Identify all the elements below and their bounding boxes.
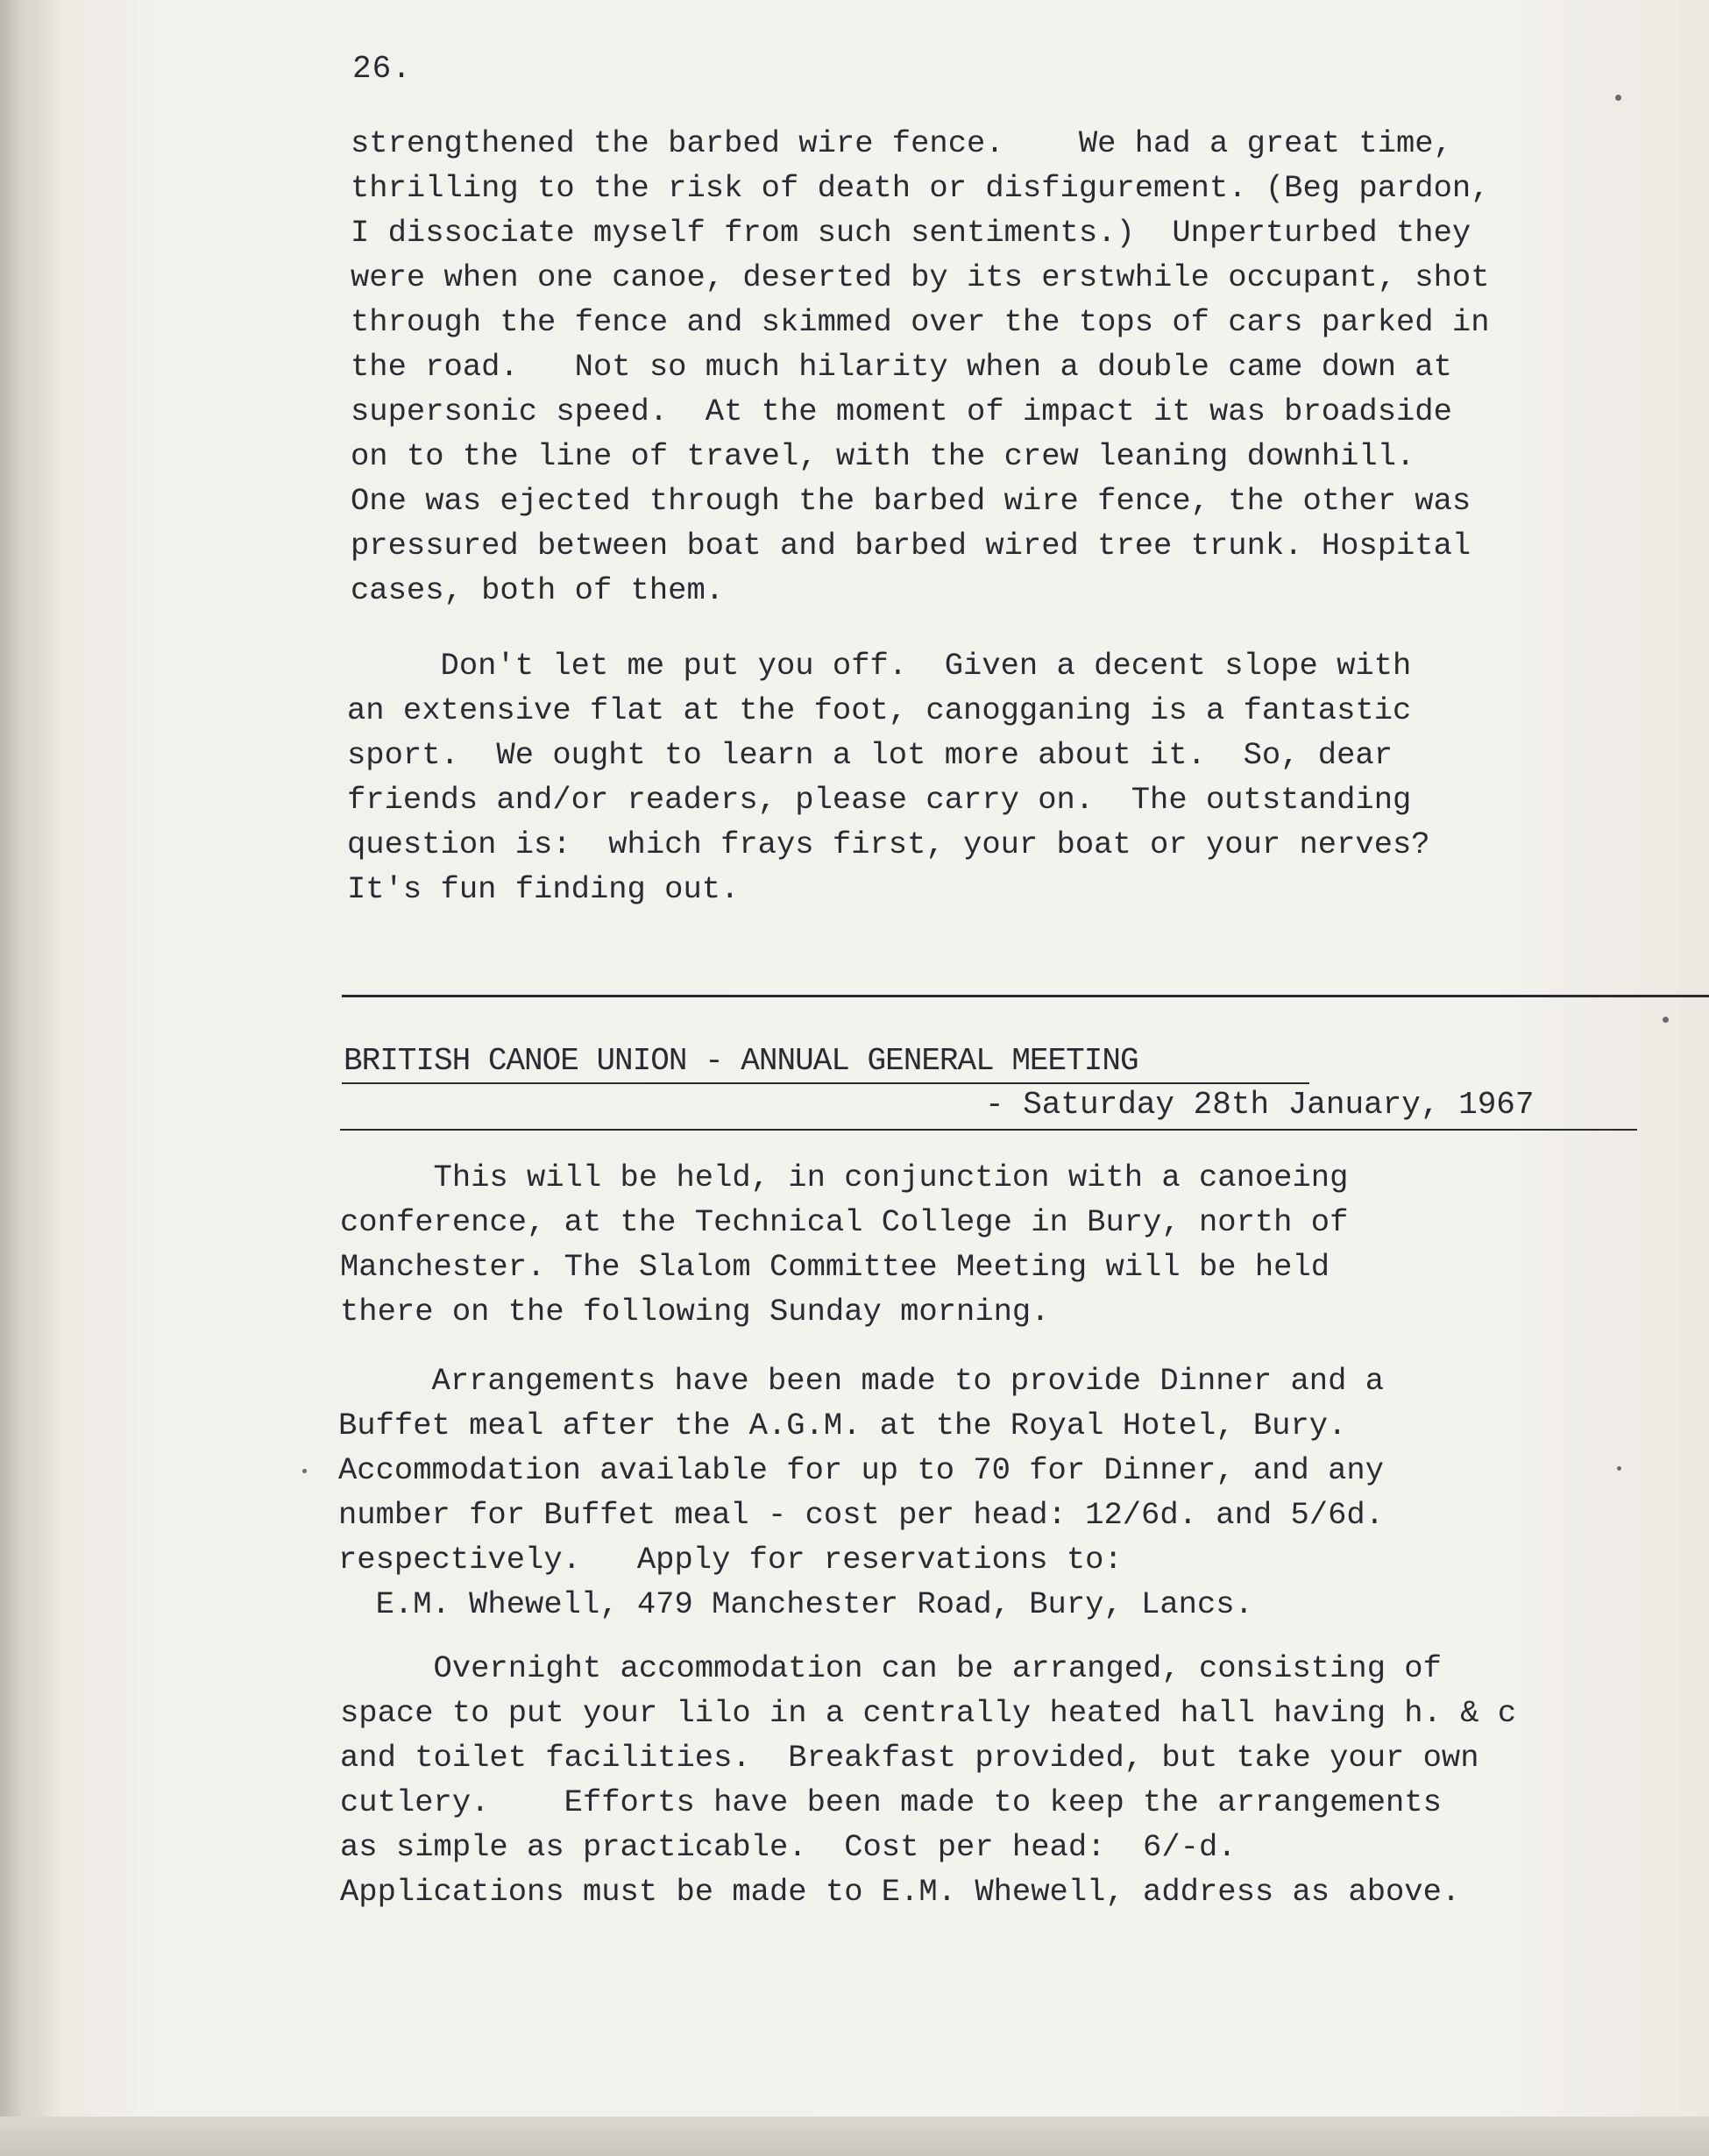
text-line: pressured between boat and barbed wired tree trunk. Hospital	[351, 528, 1471, 564]
text-line: Buffet meal after the A.G.M. at the Royal Hotel, Bury.	[338, 1408, 1347, 1443]
text-line: Manchester. The Slalom Committee Meeting will be held	[340, 1249, 1330, 1285]
text-line: cutlery. Efforts have been made to keep the arrangements	[340, 1784, 1442, 1820]
text-line: the road. Not so much hilarity when a double came down at	[351, 349, 1452, 385]
text-line: through the fence and skimmed over the tops of cars parked in	[351, 304, 1490, 340]
text-line: I dissociate myself from such sentiments.) Unperturbed they	[351, 215, 1471, 251]
text-line: Accommodation available for up to 70 for Dinner, and any	[338, 1452, 1384, 1488]
notice-paragraph-2	[338, 1358, 1384, 1627]
text-line: on to the line of travel, with the crew leaning downhill.	[351, 438, 1415, 474]
ink-speck	[1615, 95, 1621, 101]
text-line: It's fun finding out.	[347, 871, 740, 907]
notice-title: BRITISH CANOE UNION - ANNUAL GENERAL MEETING	[344, 1043, 1138, 1079]
text-line: as simple as practicable. Cost per head: 6/-d.	[340, 1829, 1237, 1865]
address-line: E.M. Whewell, 479 Manchester Road, Bury, Lancs.	[338, 1586, 1253, 1622]
text-line: Don't let me put you off. Given a decent slope with	[347, 648, 1412, 684]
notice-date: - Saturday 28th January, 1967	[985, 1087, 1535, 1123]
notice-paragraph-3	[340, 1646, 1516, 1914]
article-paragraph-2	[347, 643, 1430, 911]
text-line: Overnight accommodation can be arranged, consisting of	[340, 1650, 1442, 1686]
text-line: there on the following Sunday morning.	[340, 1294, 1050, 1330]
text-line: friends and/or readers, please carry on. The outstanding	[347, 782, 1412, 818]
title-underline	[342, 1082, 1309, 1084]
page-bottom-edge	[0, 2117, 1709, 2156]
ink-speck	[1617, 1466, 1621, 1471]
text-line: were when one canoe, deserted by its erstwhile occupant, shot	[351, 259, 1490, 295]
date-underline	[340, 1129, 1637, 1131]
text-line: Applications must be made to E.M. Whewell, address as above.	[340, 1874, 1461, 1910]
text-line: This will be held, in conjunction with a canoeing	[340, 1160, 1349, 1195]
ink-speck	[302, 1469, 307, 1473]
text-line: respectively. Apply for reservations to:	[338, 1542, 1123, 1578]
binding-shadow	[0, 0, 61, 2156]
text-line: question is: which frays first, your boat or your nerves?	[347, 826, 1430, 862]
text-line: conference, at the Technical College in Bury, north of	[340, 1204, 1349, 1240]
text-line: One was ejected through the barbed wire fence, the other was	[351, 483, 1471, 519]
text-line: Arrangements have been made to provide Dinner and a	[338, 1363, 1384, 1399]
text-line: strengthened the barbed wire fence. We had a great time,	[351, 125, 1452, 161]
text-line: and toilet facilities. Breakfast provided, but take your own	[340, 1740, 1479, 1776]
ink-speck	[1663, 1017, 1669, 1023]
text-line: space to put your lilo in a centrally heated hall having h. & c	[340, 1695, 1517, 1731]
text-line: an extensive flat at the foot, canogganing is a fantastic	[347, 692, 1412, 728]
text-line: supersonic speed. At the moment of impact it was broadside	[351, 394, 1452, 429]
article-paragraph-1	[351, 121, 1490, 613]
page-number: 26.	[352, 51, 412, 87]
section-divider	[342, 995, 1709, 997]
text-line: thrilling to the risk of death or disfigurement. (Beg pardon,	[351, 170, 1490, 206]
text-line: sport. We ought to learn a lot more about it. So, dear	[347, 737, 1393, 773]
text-line: cases, both of them.	[351, 572, 725, 608]
text-line: number for Buffet meal - cost per head: 12/6d. and 5/6d.	[338, 1497, 1384, 1533]
notice-paragraph-1	[340, 1155, 1348, 1334]
